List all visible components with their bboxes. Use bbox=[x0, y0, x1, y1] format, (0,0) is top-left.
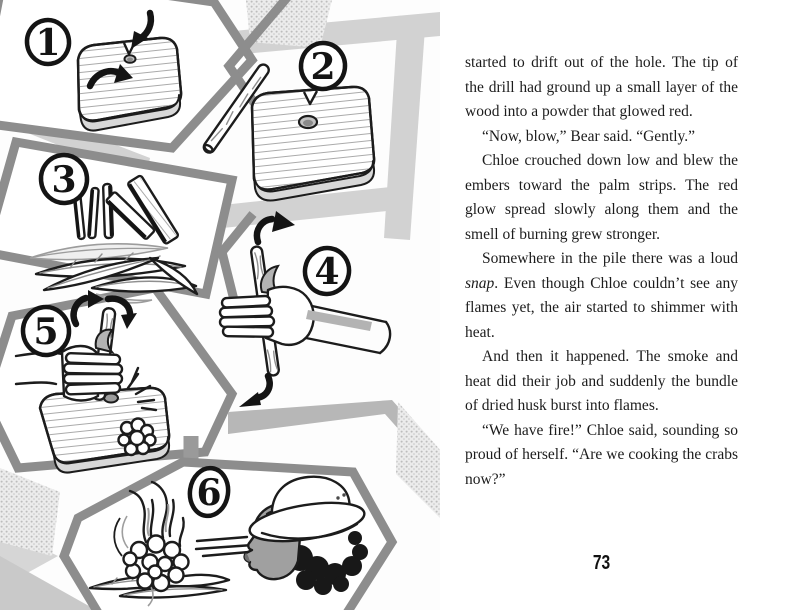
paragraph: started to drift out of the hole. The tip of the drill had ground up a small layer of the wood into a powder that glowed red. bbox=[465, 54, 738, 120]
paragraph: “We have fire!” Chloe said, sounding so proud of herself. “Are we cooking the crabs now?” bbox=[465, 421, 738, 488]
fingers bbox=[220, 296, 274, 337]
paragraph bbox=[465, 247, 738, 345]
paragraph-segment: . Even though Chloe couldn’t see any flames yet, the air started to shimmer with heat. bbox=[465, 274, 738, 341]
step-number: 5 bbox=[33, 311, 59, 353]
paragraph: Chloe crouched down low and blew the embers toward the palm strips. The red glow spread slowly along them and the smell of burning grew stronger. bbox=[465, 152, 738, 243]
paragraph: “Now, blow,” Bear said. “Gently.” bbox=[482, 127, 696, 145]
rotation-arrow-icon bbox=[239, 376, 270, 407]
dotted-patch bbox=[396, 402, 440, 520]
hearth-board-icon bbox=[252, 87, 374, 201]
sleeve-shade bbox=[306, 310, 372, 331]
italic-word: snap bbox=[465, 274, 495, 292]
panel-4 bbox=[220, 211, 390, 407]
paragraph-segment: Somewhere in the pile there was a loud bbox=[482, 250, 738, 267]
fingers bbox=[64, 353, 122, 394]
step-number: 3 bbox=[51, 159, 77, 201]
story-text bbox=[465, 51, 738, 492]
step-number: 2 bbox=[310, 46, 336, 88]
step-number: 6 bbox=[196, 472, 222, 514]
step-number: 1 bbox=[35, 22, 61, 64]
right-page-text bbox=[440, 0, 796, 610]
paragraph: And then it happened. The smoke and heat did their job and suddenly the bundle of dried husk burst into flames. bbox=[465, 348, 738, 414]
page-number: 73 bbox=[592, 552, 611, 574]
step-number: 4 bbox=[314, 251, 340, 293]
